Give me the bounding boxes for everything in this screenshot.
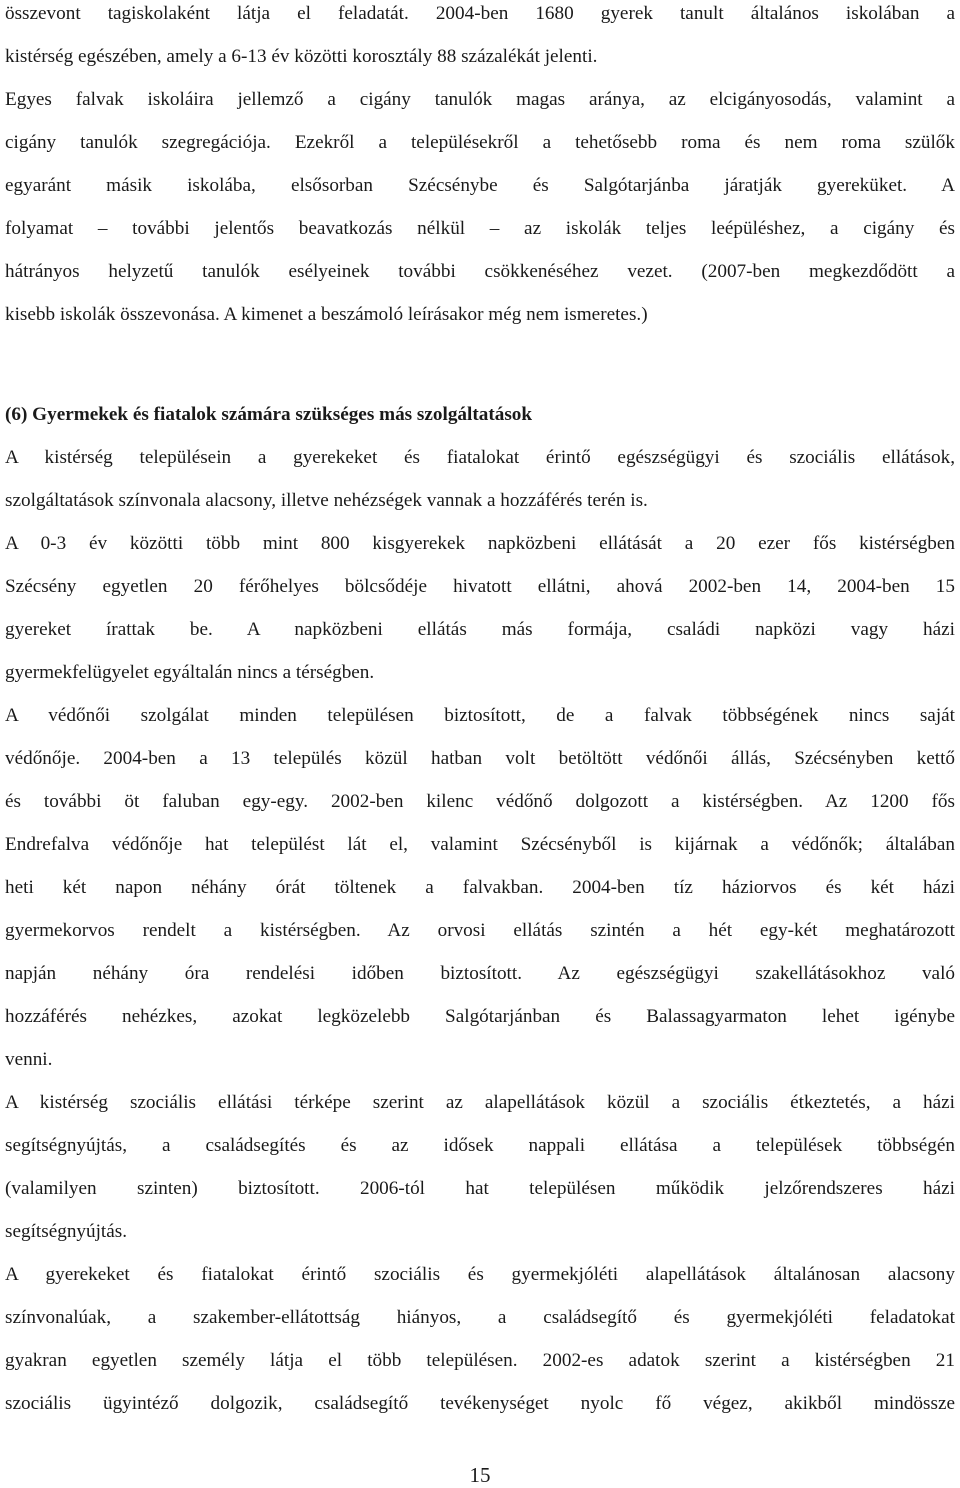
paragraph-schools xyxy=(5,0,955,344)
document-page xyxy=(5,0,955,1433)
text-line: Szécsény egyetlen 20 férőhelyes bölcsődéje hivatott ellátni, ahová 2002-ben 14, 2004-ben 15 xyxy=(5,576,955,597)
section-spacer xyxy=(5,344,955,401)
text-line: kisebb iskolák összevonása. A kimenet a beszámoló leírásakor még nem ismeretes.) xyxy=(5,304,648,325)
text-line: A kistérség szociális ellátási térképe szerint az alapellátások közül a szociális étkeztetés, a házi xyxy=(5,1092,955,1113)
section-heading: (6) Gyermekek és fiatalok számára szükséges más szolgáltatások xyxy=(5,404,533,425)
text-line: szolgáltatások színvonala alacsony, illetve nehézségek vannak a hozzáférés terén is. xyxy=(5,490,648,511)
paragraph-daycare xyxy=(5,530,955,702)
text-line: hátrányos helyzetű tanulók esélyeinek további csökkenéséhez vezet. (2007-ben megkezdődött a xyxy=(5,261,955,282)
text-line: cigány tanulók szegregációja. Ezekről a településekről a tehetősebb roma és nem roma szülők xyxy=(5,132,955,153)
text-line: A védőnői szolgálat minden településen biztosított, de a falvak többségének nincs saját xyxy=(5,705,955,726)
text-line: és további öt faluban egy-egy. 2002-ben kilenc védőnő dolgozott a kistérségben. Az 1200 fős xyxy=(5,791,955,812)
text-line: szociális ügyintéző dolgozik, családsegítő tevékenységet nyolc fő végez, akikből mindössze xyxy=(5,1393,955,1414)
text-line: A gyerekeket és fiatalokat érintő szociális és gyermekjóléti alapellátások általánosan alacsony xyxy=(5,1264,955,1285)
text-line: A kistérség településein a gyerekeket és fiatalokat érintő egészségügyi és szociális ellátások, xyxy=(5,447,955,468)
text-line: kistérség egészében, amely a 6-13 év közötti korosztály 88 százalékát jelenti. xyxy=(5,46,598,67)
text-line: Egyes falvak iskoláira jellemző a cigány tanulók magas aránya, az elcigányosodás, valamint a xyxy=(5,89,955,110)
text-line: segítségnyújtás. xyxy=(5,1221,128,1242)
paragraph-services-intro xyxy=(5,444,955,530)
text-line: összevont tagiskolaként látja el feladatát. 2004-ben 1680 gyerek tanult általános iskolában a xyxy=(5,3,955,24)
text-line: gyermekfelügyelet egyáltalán nincs a térségben. xyxy=(5,662,375,683)
paragraph-health-visitors xyxy=(5,702,955,1089)
text-line: Endrefalva védőnője hat települést lát el, valamint Szécsényből is kijárnak a védőnők; általában xyxy=(5,834,955,855)
text-line: heti két napon néhány órát töltenek a falvakban. 2004-ben tíz háziorvos és két házi xyxy=(5,877,955,898)
paragraph-social-care xyxy=(5,1089,955,1261)
text-line: venni. xyxy=(5,1049,53,1070)
text-line: gyermekorvos rendelt a kistérségben. Az orvosi ellátás szintén a hét egy-két meghatározott xyxy=(5,920,955,941)
text-line: segítségnyújtás, a családsegítés és az idősek nappali ellátása a települések többségén xyxy=(5,1135,955,1156)
text-line: színvonalúak, a szakember-ellátottság hiányos, a családsegítő és gyermekjóléti feladatokat xyxy=(5,1307,955,1328)
text-line: napján néhány óra rendelési időben biztosított. Az egészségügyi szakellátásokhoz való xyxy=(5,963,955,984)
text-line: védőnője. 2004-ben a 13 település közül hatban volt betöltött védőnői állás, Szécsényben kettő xyxy=(5,748,955,769)
text-line: folyamat – további jelentős beavatkozás nélkül – az iskolák teljes leépüléshez, a cigány és xyxy=(5,218,955,239)
text-line: (valamilyen szinten) biztosított. 2006-tól hat településen működik jelzőrendszeres házi xyxy=(5,1178,955,1199)
page-number: 15 xyxy=(469,1463,491,1487)
text-line: gyereket írattak be. A napközbeni ellátás más formája, családi napközi vagy házi xyxy=(5,619,955,640)
paragraph-child-welfare xyxy=(5,1261,955,1433)
text-line: A 0-3 év közötti több mint 800 kisgyerekek napközbeni ellátását a 20 ezer fős kistérségben xyxy=(5,533,955,554)
text-line: egyaránt másik iskolába, elsősorban Szécsénybe és Salgótarjánba járatják gyereküket. A xyxy=(5,175,955,196)
text-line: hozzáférés nehézkes, azokat legközelebb Salgótarjánban és Balassagyarmaton lehet igénybe xyxy=(5,1006,955,1027)
text-line: gyakran egyetlen személy látja el több településen. 2002-es adatok szerint a kistérségben 21 xyxy=(5,1350,955,1371)
